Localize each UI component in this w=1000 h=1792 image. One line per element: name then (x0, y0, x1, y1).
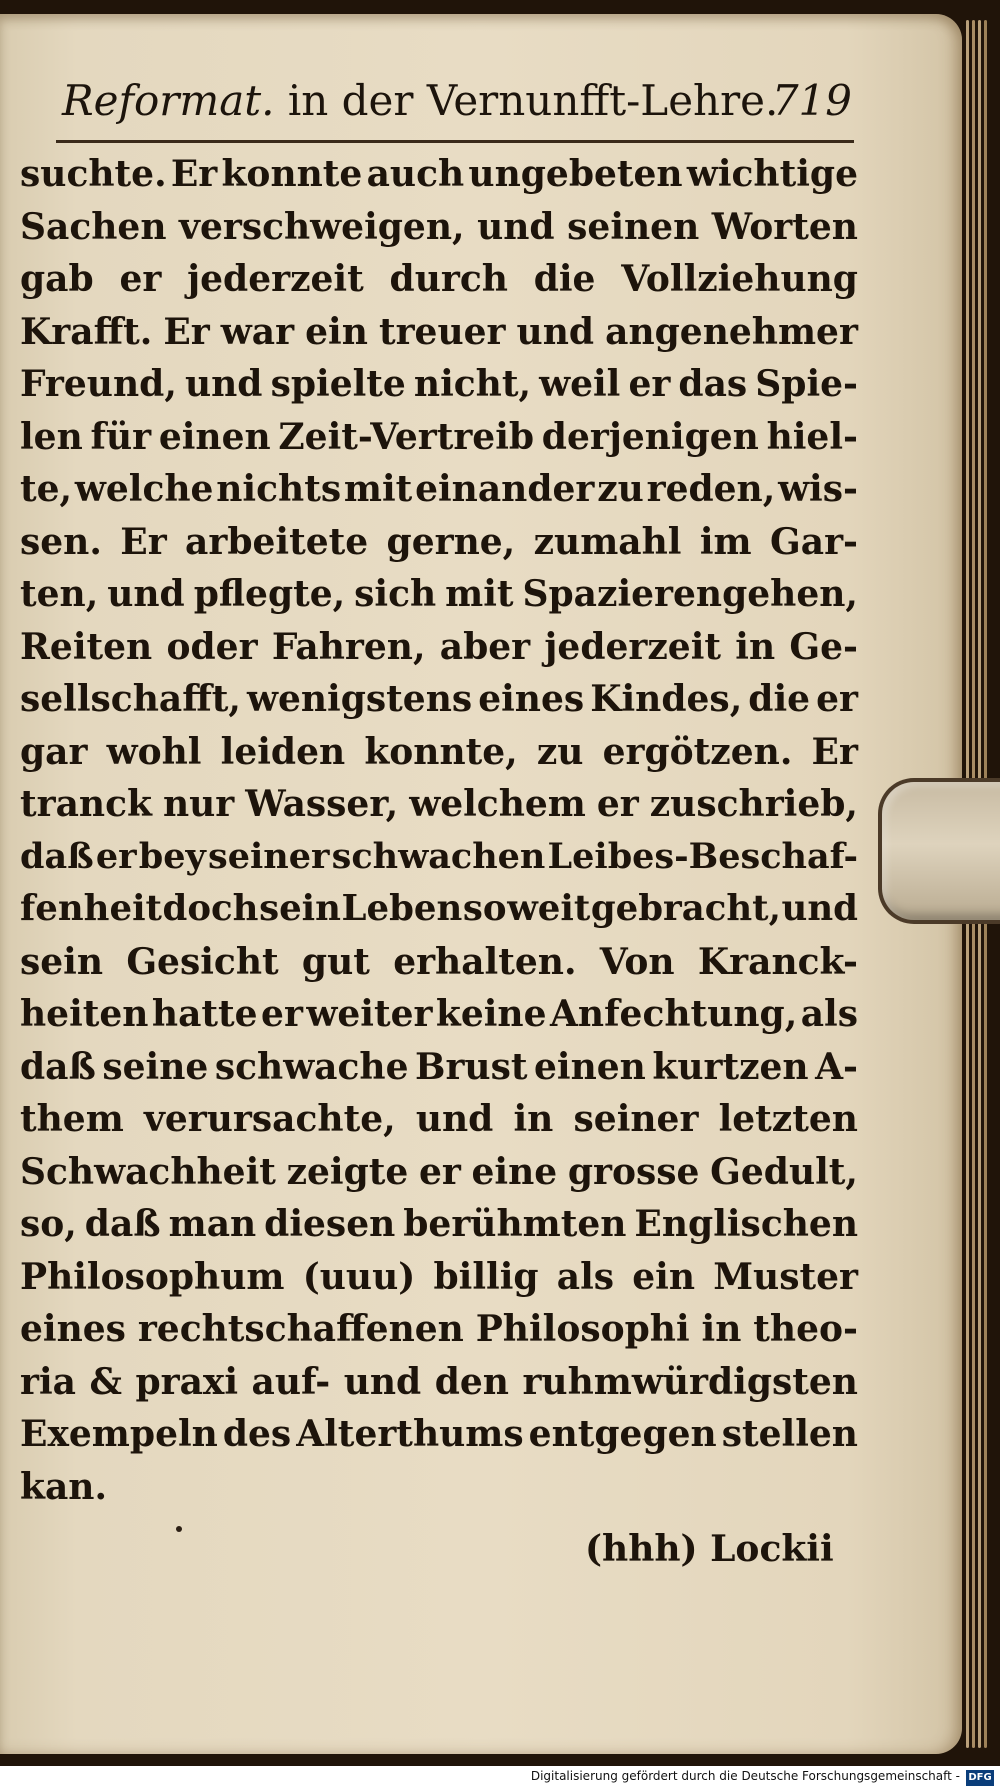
text-line: tranck nur Wasser, welchem er zuschrieb, (20, 783, 858, 825)
text-line: Philosophum (uuu) billig als ein Muster (20, 1255, 858, 1298)
text-line: sellschafft, wenigstens eines Kindes, die er (20, 678, 858, 720)
text-line: daß er bey seiner schwachen Leibes-Beschaf- (20, 835, 858, 877)
catchword: (hhh) Lockii (585, 1528, 834, 1570)
text-line: len für einen Zeit-Vertreib derjenigen hiel- (20, 415, 858, 458)
text-line: ria & praxi auf- und den ruhmwürdigsten (20, 1360, 858, 1403)
header-rule (56, 140, 854, 143)
text-line: Reiten oder Fahren, aber jederzeit in Ge- (20, 625, 858, 668)
text-line: gab er jederzeit durch die Vollziehung (20, 258, 858, 300)
text-line: kan. (20, 1465, 107, 1508)
footer-credit: Digitalisierung gefördert durch die Deutsche Forschungsgemeinschaft - (530, 1769, 960, 1783)
text-line: daß seine schwache Brust einen kurtzen A- (20, 1045, 858, 1088)
header-title-italic: Reformat. (62, 76, 275, 125)
dfg-logo: DFG (966, 1770, 994, 1786)
text-line: Schwachheit zeigte er eine grosse Gedult, (20, 1150, 858, 1193)
text-line: ten, und pflegte, sich mit Spazierengehen, (20, 573, 858, 615)
text-line: te, welche nichts mit einander zu reden, wis- (20, 468, 858, 510)
footer-bar (0, 1766, 1000, 1792)
text-line: Sachen verschweigen, und seinen Worten (20, 205, 858, 248)
running-header-title (62, 76, 778, 125)
text-line: so, daß man diesen berühmten Englischen (20, 1203, 858, 1245)
text-line: sein Gesicht gut erhalten. Von Kranck- (20, 940, 858, 983)
text-line: sen. Er arbeitete gerne, zumahl im Gar- (20, 520, 858, 563)
body-text (20, 148, 858, 1513)
text-line: them verursachte, und in seiner letzten (20, 1098, 858, 1140)
text-line: Exempeln des Alterthums entgegen stellen (20, 1413, 858, 1455)
header-title-rest: in der Vernunfft-Lehre. (274, 76, 779, 125)
text-line: gar wohl leiden konnte, zu ergötzen. Er (20, 730, 858, 773)
ink-speck (176, 1526, 182, 1532)
page-number: 719 (771, 76, 852, 125)
text-line: Freund, und spielte nicht, weil er das Spie- (20, 363, 858, 405)
text-line: suchte. Er konnte auch ungebeten wichtige (20, 153, 858, 195)
text-line: fenheit doch sein Leben so weit gebracht, und (20, 888, 858, 929)
text-line: Krafft. Er war ein treuer und angenehmer (20, 310, 858, 353)
book-clasp (878, 778, 1000, 924)
text-line: heiten hatte er weiter keine Anfechtung, als (20, 993, 858, 1035)
running-header (62, 72, 852, 136)
text-line: eines rechtschaffenen Philosophi in theo- (20, 1308, 858, 1350)
